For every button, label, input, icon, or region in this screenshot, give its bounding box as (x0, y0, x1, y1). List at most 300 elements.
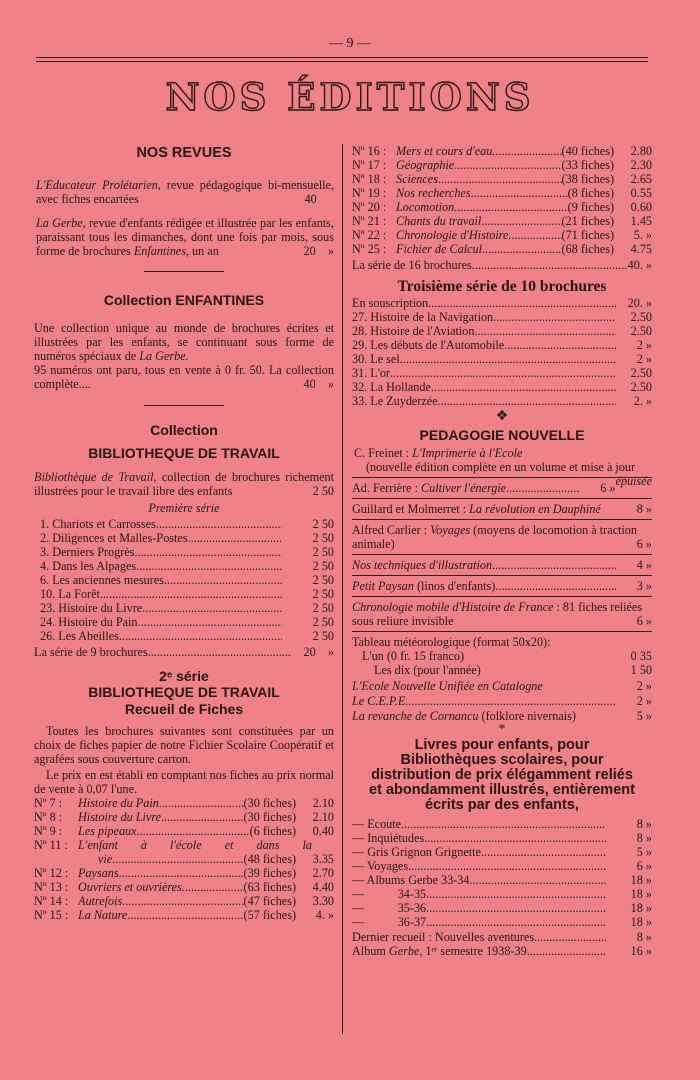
price: 18 » (630, 887, 652, 901)
fiche-item (352, 172, 652, 186)
ped-guillard (352, 502, 652, 516)
livre-item (352, 915, 652, 929)
star-icon: * (498, 722, 506, 737)
bt-item (40, 517, 334, 531)
revues-heading: NOS REVUES (136, 145, 232, 161)
leader (454, 158, 561, 172)
fiche-number: Nº 22 : (352, 228, 387, 242)
author: Guillard et Molmerret : (352, 502, 470, 516)
price: 0 35 (630, 649, 652, 663)
fiche-number: Nº 12 : (34, 866, 69, 880)
title: Petit Paysan (352, 579, 414, 593)
leader (119, 866, 244, 880)
leader (148, 645, 292, 659)
troisieme-item (352, 366, 652, 380)
text: (moyens de locomotion à traction animale) (352, 523, 637, 551)
leader (401, 817, 606, 831)
leader (161, 810, 243, 824)
text: (linos d'enfants) (413, 579, 496, 593)
column-divider (342, 144, 343, 1034)
fiche-title: Sciences (396, 172, 438, 186)
label: — 35-36 (352, 901, 427, 915)
leader (156, 517, 282, 531)
label: 2. Diligences et Malles-Postes (40, 531, 188, 545)
price: 2 50 (312, 531, 334, 545)
label: 10. La Forêt (40, 587, 100, 601)
price: 2 » (636, 694, 652, 708)
price: 1.45 (630, 214, 652, 228)
title: Nos techniques d'illustration (352, 558, 493, 572)
fiche-number: Nº 9 : (34, 824, 63, 838)
label: 4. Dans les Alpages (40, 559, 137, 573)
text: (nouvelle édition complète en un volume et mise à jour (366, 460, 636, 474)
label: 24. Histoire du Pain (40, 615, 138, 629)
fiche-item (34, 894, 334, 908)
price: 18 » (630, 873, 652, 887)
bt-serie-row (34, 645, 334, 659)
separator (352, 596, 652, 597)
price: 2 50 (312, 587, 334, 601)
left-column (34, 146, 334, 922)
ped-carlier (352, 523, 652, 551)
bt-item (40, 629, 334, 643)
fiche-item (352, 144, 652, 158)
leader (134, 545, 282, 559)
fiche-item (352, 158, 652, 172)
title: Voyages (430, 523, 471, 537)
leader (428, 296, 616, 310)
livre-item (352, 817, 652, 831)
label: 32. La Hollande (352, 380, 431, 394)
leader (438, 394, 616, 408)
fiche-number: Nº 16 : (352, 144, 387, 158)
revue-price: 40 (304, 192, 317, 206)
title: La revanche de Cornancu (352, 709, 479, 723)
fiche-count: (38 fiches) (561, 172, 614, 186)
leader (137, 824, 250, 838)
price: 4. » (315, 908, 334, 922)
price: 2.10 (312, 796, 334, 810)
price: 2.10 (312, 810, 334, 824)
leader (119, 629, 282, 643)
price: 2.30 (630, 158, 652, 172)
leader (138, 615, 283, 629)
separator (352, 631, 652, 632)
fiche-item (34, 824, 334, 838)
fiche-number: Nº 17 : (352, 158, 387, 172)
leader (142, 601, 282, 615)
troisieme-item (352, 296, 652, 310)
unit: » (327, 244, 334, 258)
label: 30. Le sel (352, 352, 400, 366)
top-rule-2 (36, 61, 648, 62)
price: 3.35 (312, 852, 334, 866)
premiere-serie: Première série (148, 501, 220, 515)
pedagogie-heading: PEDAGOGIE NOUVELLE (419, 427, 585, 443)
fiche-title: Nos recherches (396, 186, 471, 200)
ped-ferriere (352, 481, 615, 495)
separator (144, 271, 224, 272)
serie16-row (352, 258, 652, 272)
ped-techniques (352, 558, 652, 572)
price: 5 » (636, 709, 652, 723)
fiche-number: Nº 19 : (352, 186, 387, 200)
title: Cultiver l'énergie (421, 481, 507, 495)
fiche-count: (21 fiches) (561, 214, 614, 228)
fiches-list-left (34, 796, 334, 922)
price: 6 » (636, 859, 652, 873)
ped-revanche (352, 709, 652, 723)
separator (352, 477, 652, 478)
troisieme-item (352, 324, 652, 338)
leader (495, 144, 561, 158)
fiche-count: (30 fiches) (243, 810, 296, 824)
price-box (292, 645, 334, 659)
price: 16 » (630, 944, 652, 958)
fiche-title: Paysans (78, 866, 119, 880)
leader (438, 172, 562, 186)
fiche-item (352, 186, 652, 200)
page-number: — 9 — (329, 36, 371, 51)
fiche-count: (39 fiches) (243, 866, 296, 880)
label: 33. Le Zuyderzée (352, 394, 438, 408)
price: 6 » (600, 481, 616, 495)
price: 4 » (636, 558, 652, 572)
fiche-item (352, 228, 652, 242)
fiches-paragraph: Toutes les brochures suivantes sont constituées par un choix de fiches papier de notre Fichier Scolaire Coopératif et agrafées sous couverture carton. (34, 724, 334, 766)
price: 8 » (636, 817, 652, 831)
leader (481, 214, 561, 228)
bt-item (40, 587, 334, 601)
leader (469, 873, 606, 887)
serie2-heading-3: Recueil de Fiches (124, 701, 244, 717)
unit: » (327, 377, 334, 391)
leader (164, 573, 282, 587)
right-column (352, 144, 652, 958)
fiche-number: Nº 14 : (34, 894, 69, 908)
bt-item (40, 559, 334, 573)
price: 5 » (636, 845, 652, 859)
price: 3.30 (312, 894, 334, 908)
price: 2 50 (312, 615, 334, 629)
leader (400, 352, 616, 366)
price: 2.70 (312, 866, 334, 880)
fiche-count: (9 fiches) (567, 200, 614, 214)
price: 40 (303, 377, 316, 391)
label: La série de 9 brochures (34, 645, 148, 659)
paragraph: , collection de brochures richement illustrées pour le travail libre des enfants (34, 470, 335, 498)
bt-heading-2: BIBLIOTHEQUE DE TRAVAIL (88, 445, 280, 461)
ped-ecole (352, 679, 652, 693)
leader (185, 880, 244, 894)
leader (454, 200, 567, 214)
leader (424, 831, 606, 845)
troisieme-item (352, 352, 652, 366)
label: La série de 16 brochures (352, 258, 472, 272)
fiche-count: (57 fiches) (243, 908, 296, 922)
price: 2.50 (630, 366, 652, 380)
leader (426, 901, 606, 915)
livres-list (352, 817, 652, 929)
price: 2.50 (630, 310, 652, 324)
revue-title: Enfantines (133, 244, 186, 258)
leader (471, 186, 568, 200)
livres-heading: Livres pour enfants, pour Bibliothèques scolaires, pour distribution de prix élégamment reliés et abondamment illustrés, entièrement écrits par des enfants, (369, 737, 635, 813)
label: 6. Les anciennes mesures (40, 573, 164, 587)
price: 5. » (633, 228, 652, 242)
fiche-number: Nº 18 : (352, 172, 387, 186)
revue-text: , revue pédagogique bi-mensuelle, avec fiches encartées (36, 178, 334, 206)
paragraph: Une collection unique au monde de brochures écrites et illustrées par les enfants, se continuant sous forme de numéros spéciaux de (34, 321, 334, 363)
price: 2.65 (630, 172, 652, 186)
price: 1 50 (630, 663, 652, 677)
revue-text: , un an (185, 244, 219, 258)
price: 8 » (636, 831, 652, 845)
price: 18 » (630, 901, 652, 915)
fiche-title: vie (98, 852, 113, 866)
label: 27. Histoire de la Navigation (352, 310, 494, 324)
title: Gerbe (388, 944, 420, 958)
fiche-count: (30 fiches) (243, 796, 296, 810)
fiche-number: Nº 11 : (34, 838, 68, 852)
leader (481, 845, 606, 859)
price: 2 50 (312, 559, 334, 573)
revue-educateur (34, 178, 334, 206)
enfantines-heading: Collection ENFANTINES (103, 292, 265, 308)
title: Le C.E.P.E. (352, 694, 409, 708)
ped-chrono (352, 600, 652, 628)
ped-cepe (352, 694, 652, 708)
label: 29. Les débuts de l'Automobile (352, 338, 505, 352)
author: Ad. Ferrière : (352, 481, 422, 495)
unit: » (327, 645, 334, 659)
leader (482, 242, 562, 256)
leader (408, 859, 606, 873)
bt-item (40, 601, 334, 615)
fiche-count: (63 fiches) (243, 880, 296, 894)
label: 1. Chariots et Carrosses (40, 517, 156, 531)
fiche-title: Mers et cours d'eau. (396, 144, 496, 158)
fiche-title: Ouvriers et ouvrières. (78, 880, 185, 894)
page-title: NOS ÉDITIONS (165, 75, 535, 119)
separator (144, 405, 224, 406)
price: 20. » (627, 296, 652, 310)
fiche-item (34, 838, 334, 852)
price: 2. » (633, 394, 652, 408)
leader (527, 944, 606, 958)
livre-item (352, 859, 652, 873)
enfantines-text (34, 321, 334, 391)
label: 31. L'or (352, 366, 391, 380)
fiche-item (34, 908, 334, 922)
fiche-item (352, 200, 652, 214)
livre-item (352, 901, 652, 915)
label: 3. Derniers Progrès (40, 545, 135, 559)
label: — Gris Grignon Grignette (352, 845, 481, 859)
fiche-count: (68 fiches) (561, 242, 614, 256)
title: La révolution en Dauphiné (469, 502, 601, 516)
title: Chronologie mobile d'Histoire de France (352, 600, 554, 614)
bt-heading: Collection (150, 422, 218, 438)
price: 2 50 (312, 517, 334, 531)
fiche-item (352, 242, 652, 256)
livre-item (352, 831, 652, 845)
leader (390, 366, 616, 380)
gerbe-title: La Gerbe. (139, 349, 189, 363)
fiche-count: (48 fiches) (243, 852, 296, 866)
author: Alfred Carlier : (352, 523, 431, 537)
fiche-item (34, 796, 334, 810)
leader (127, 908, 243, 922)
revue-text: , revue d'enfants rédigée et illustrée par les enfants, paraissant tous les dimanches, dont une fois par mois, sous forme de brochures (36, 216, 334, 258)
price: 2.50 (630, 324, 652, 338)
separator (352, 575, 652, 576)
revue-title: L'Educateur Prolétarien (36, 178, 158, 192)
fiche-title: Autrefois (78, 894, 123, 908)
troisieme-heading: Troisième série de 10 brochures (397, 278, 607, 295)
fiche-number: Nº 15 : (34, 908, 69, 922)
livre-item (352, 845, 652, 859)
troisieme-list (352, 296, 652, 408)
fiche-title: Histoire du Livre (78, 810, 162, 824)
price: 0.40 (312, 824, 334, 838)
label: , 1ᵉʳ semestre 1938-39 (419, 944, 527, 958)
separator (352, 554, 652, 555)
leader (159, 796, 244, 810)
leader (100, 587, 282, 601)
price: 18 » (630, 915, 652, 929)
title: L'Ecole Nouvelle Unifiée en Catalogne (352, 679, 543, 693)
revue-gerbe (34, 216, 334, 258)
fiche-title: Locomotion (396, 200, 455, 214)
fiche-number: Nº 7 : (34, 796, 63, 810)
fiche-count: (33 fiches) (561, 158, 614, 172)
fiche-number: Nº 20 : (352, 200, 387, 214)
price: 2 50 (312, 573, 334, 587)
leader (506, 481, 579, 495)
label: 26. Les Abeilles (40, 629, 119, 643)
fiche-title: L'enfant à l'école et dans la (78, 838, 312, 852)
text: (folklore nivernais) (478, 709, 576, 723)
author: C. Freinet : (354, 446, 413, 460)
price: 2 » (636, 352, 652, 366)
leader (474, 324, 616, 338)
fiche-count: (71 fiches) (561, 228, 614, 242)
leader (431, 380, 616, 394)
label: — Ecoute (352, 817, 402, 831)
price: 20 (303, 645, 316, 659)
leader (492, 558, 616, 572)
fiche-count: (40 fiches) (561, 144, 614, 158)
leader (537, 930, 606, 944)
fiche-title: La Nature (78, 908, 128, 922)
fiche-title: Histoire du Pain (78, 796, 159, 810)
bt-item (40, 545, 334, 559)
fiche-count: (8 fiches) (567, 186, 614, 200)
bt-item (40, 531, 334, 545)
ornament-icon: ❖ (495, 409, 509, 424)
fiche-count: (6 fiches) (249, 824, 296, 838)
leader (493, 310, 616, 324)
label: — 34-35 (352, 887, 427, 901)
bt-item (40, 573, 334, 587)
album-gerbe (352, 944, 652, 958)
price: 6 » (636, 537, 652, 551)
revue-price: 20 (303, 244, 316, 258)
label: — 36-37 (352, 915, 427, 929)
fiche-title: Chronologie d'Histoire. (396, 228, 512, 242)
fiche-title: Les pipeaux (78, 824, 137, 838)
bt-list (34, 517, 334, 643)
paragraph: 95 numéros ont paru, tous en vente à 0 fr. 50. La collection complète.... (34, 363, 334, 391)
separator (352, 498, 652, 499)
leader (426, 887, 606, 901)
price: 0.60 (630, 200, 652, 214)
price: 3 » (636, 579, 652, 593)
price: 2 50 (312, 629, 334, 643)
price: 2 » (636, 679, 652, 693)
fiche-title: Chants du travail (396, 214, 482, 228)
separator (352, 519, 652, 520)
leader (408, 694, 616, 708)
label: — Voyages (352, 859, 409, 873)
leader (495, 579, 616, 593)
price: 0.55 (630, 186, 652, 200)
leader (504, 338, 616, 352)
label: — Albums Gerbe 33-34 (352, 873, 470, 887)
top-rule (36, 57, 648, 58)
price: 4.75 (630, 242, 652, 256)
label: — Inquiétudes (352, 831, 425, 845)
leader (112, 852, 243, 866)
price: 4.40 (312, 880, 334, 894)
fiche-title: Fichier de Calcul (396, 242, 482, 256)
price: 2 50 (312, 484, 334, 498)
label: Dernier recueil : Nouvelles aventures. (352, 930, 538, 944)
livre-item (352, 873, 652, 887)
serie2-heading-2: BIBLIOTHEQUE DE TRAVAIL (88, 684, 280, 700)
price: 2 50 (312, 601, 334, 615)
leader (188, 531, 282, 545)
bt-intro (34, 470, 334, 498)
bt-item (40, 615, 334, 629)
leader (511, 228, 561, 242)
label: En souscription (352, 296, 429, 310)
fiche-number: Nº 21 : (352, 214, 387, 228)
fiche-count: (47 fiches) (243, 894, 296, 908)
fiche-item (34, 866, 334, 880)
fiche-item (34, 810, 334, 824)
price: 6 » (636, 614, 652, 628)
label: Album (352, 944, 389, 958)
troisieme-item (352, 394, 652, 408)
livre-item (352, 887, 652, 901)
fiche-number: Nº 25 : (352, 242, 387, 256)
label: 28. Histoire de l'Aviation (352, 324, 475, 338)
label: L'un (0 fr. 15 franco) (362, 649, 465, 663)
fiche-number: Nº 8 : (34, 810, 63, 824)
fiche-item (352, 214, 652, 228)
price: 40. » (627, 258, 652, 272)
price: épuisée (615, 474, 652, 488)
ped-tableau (352, 635, 652, 677)
dernier-recueil (352, 930, 652, 944)
serie2-heading: 2ᵉ série (159, 668, 209, 684)
fiche-item (34, 880, 334, 894)
price: 8 » (636, 930, 652, 944)
label: 23. Histoire du Livre (40, 601, 143, 615)
ped-paysan (352, 579, 652, 593)
